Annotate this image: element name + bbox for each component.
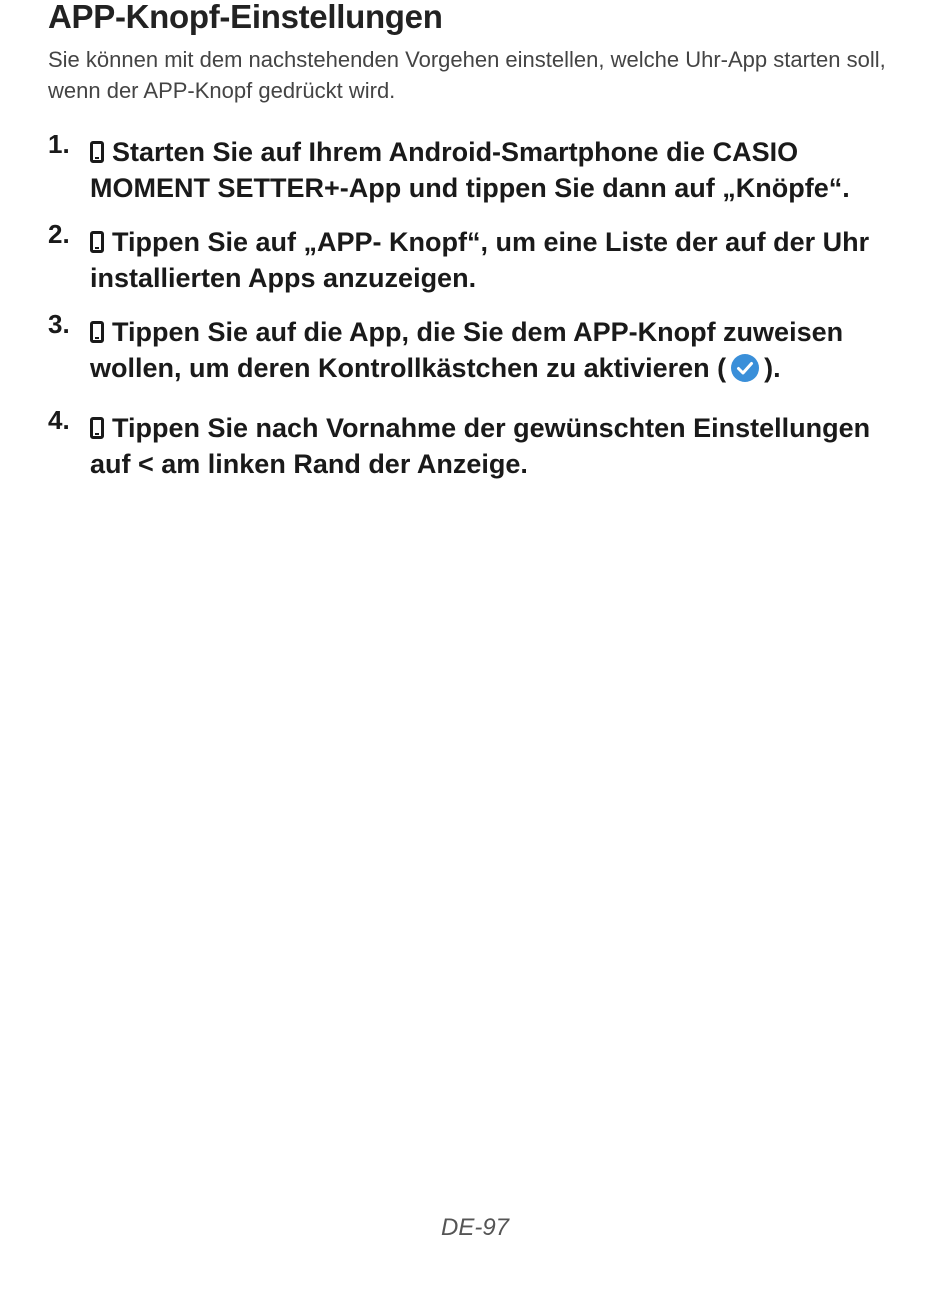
step-number: 4. — [48, 405, 70, 435]
page-number: DE-97 — [440, 1214, 510, 1241]
step-text: Starten Sie auf Ihrem Android-Smartphone die CASIO MOMENT SETTER+-App und tippen Sie dann auf „Knöpfe“. — [90, 137, 850, 203]
step-1 — [48, 129, 898, 206]
checkmark-circle-icon — [730, 353, 760, 383]
intro-paragraph: Sie können mit dem nachstehenden Vorgehen einstellen, welche Uhr-App starten soll, wenn der APP-Knopf gedrückt wird. — [48, 47, 886, 103]
step-text-before: Tippen Sie auf die App, die Sie dem APP-Knopf zuweisen wollen, um deren Kontrollkästchen zu aktivieren ( — [90, 317, 844, 383]
step-number: 1. — [48, 129, 70, 159]
smartphone-icon — [90, 321, 104, 343]
smartphone-icon — [90, 231, 104, 253]
step-number: 3. — [48, 309, 70, 339]
step-4 — [48, 405, 898, 482]
steps-list — [48, 129, 898, 482]
page-title: APP-Knopf-Einstellungen — [48, 0, 443, 35]
step-text: Tippen Sie auf „APP- Knopf“, um eine Liste der auf der Uhr installierten Apps anzuzeigen. — [90, 227, 870, 293]
step-2 — [48, 219, 898, 296]
step-text-after: ). — [764, 353, 781, 383]
step-text: Tippen Sie nach Vornahme der gewünschten Einstellungen auf < am linken Rand der Anzeige. — [90, 413, 871, 479]
step-number: 2. — [48, 219, 70, 249]
smartphone-icon — [90, 141, 104, 163]
document-page — [48, 0, 898, 500]
smartphone-icon — [90, 417, 104, 439]
step-3 — [48, 309, 898, 386]
